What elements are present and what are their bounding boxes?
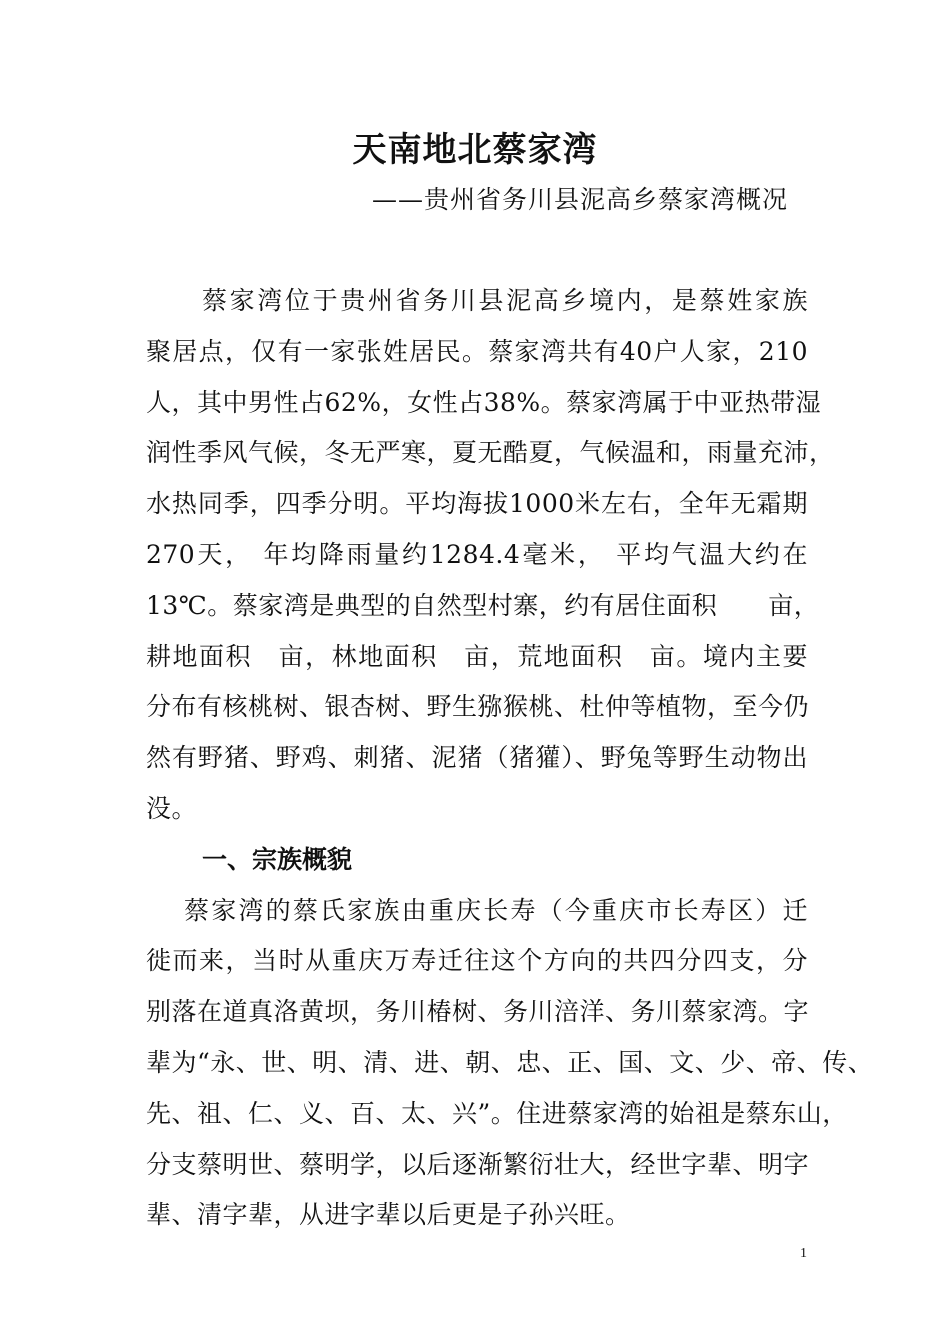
section-heading: 一、宗族概貌 xyxy=(202,844,353,874)
paragraph-line: 13℃。蔡家湾是典型的自然型村寨，约有居住面积 亩， xyxy=(146,590,820,620)
paragraph-line: 徙而来，当时从重庆万寿迁往这个方向的共四分四支，分 xyxy=(146,946,808,976)
paragraph-line: 先、祖、仁、义、百、太、兴”。住进蔡家湾的始祖是蔡东山， xyxy=(146,1098,848,1128)
paragraph-line: 耕地面积 亩，林地面积 亩，荒地面积 亩。境内主要 xyxy=(146,641,808,671)
paragraph-line: 270天， 年均降雨量约1284.4毫米， 平均气温大约在 xyxy=(146,539,808,569)
paragraph-line: 辈、清字辈，从进字辈以后更是子孙兴旺。 xyxy=(146,1200,631,1230)
paragraph-line: 然有野猪、野鸡、刺猪、泥猪（猪獾）、野兔等野生动物出 xyxy=(146,743,808,773)
document-subtitle: ——贵州省务川县泥高乡蔡家湾概况 xyxy=(372,185,789,214)
paragraph-line: 没。 xyxy=(146,793,198,823)
paragraph-line: 蔡家湾位于贵州省务川县泥高乡境内，是蔡姓家族 xyxy=(202,286,808,315)
document-body xyxy=(146,276,874,1241)
paragraph-line: 分布有核桃树、银杏树、野生猕猴桃、杜仲等植物，至今仍 xyxy=(146,692,810,722)
paragraph-line: 分支蔡明世、蔡明学，以后逐渐繁衍壮大，经世字辈、明字 xyxy=(146,1149,810,1179)
paragraph-line: 别落在道真洛黄坝，务川椿树、务川涪洋、务川蔡家湾。字 xyxy=(146,997,810,1027)
paragraph-line: 人，其中男性占62%，女性占38%。蔡家湾属于中亚热带湿 xyxy=(146,387,822,417)
document-title: 天南地北蔡家湾 xyxy=(352,130,598,170)
paragraph-line: 润性季风气候，冬无严寒，夏无酷夏，气候温和，雨量充沛， xyxy=(146,438,835,468)
paragraph-line: 水热同季，四季分明。平均海拔1000米左右，全年无霜期 xyxy=(146,489,808,519)
paragraph-line: 辈为“永、世、明、清、进、朝、忠、正、国、文、少、帝、传、 xyxy=(146,1047,874,1077)
paragraph-line: 聚居点，仅有一家张姓居民。蔡家湾共有40户人家，210 xyxy=(146,336,808,366)
page-number: 1 xyxy=(800,1246,807,1261)
paragraph-line: 蔡家湾的蔡氏家族由重庆长寿（今重庆市长寿区）迁 xyxy=(184,895,808,925)
